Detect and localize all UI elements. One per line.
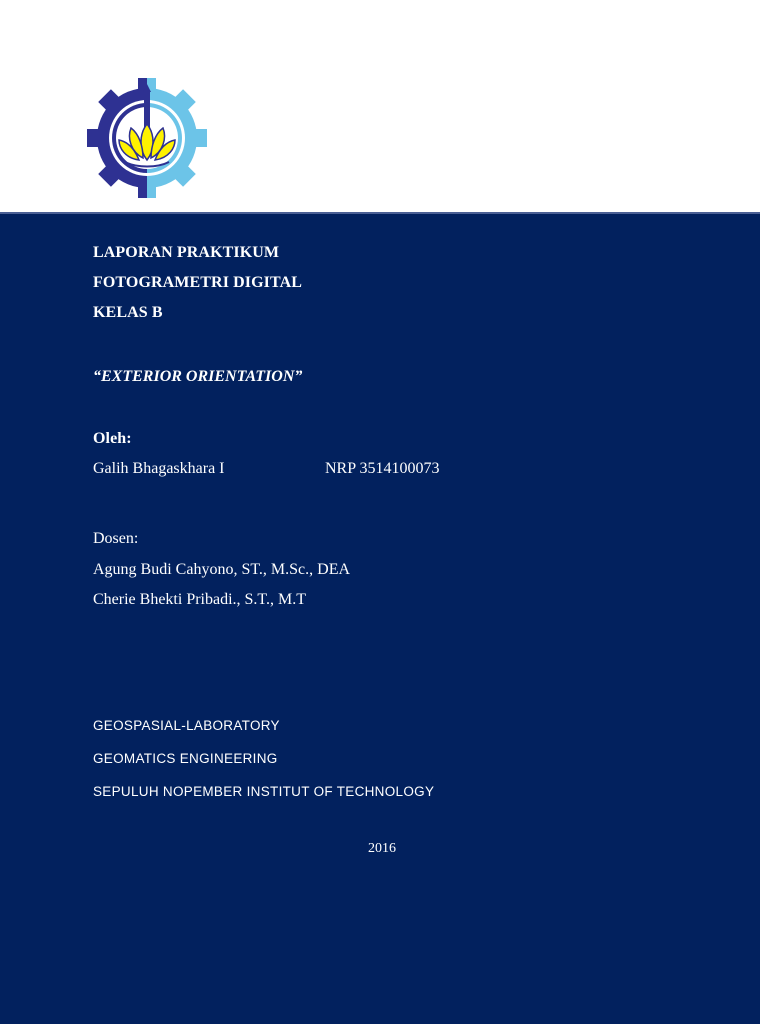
author-nrp: NRP 3514100073: [325, 460, 440, 477]
lecturer-2: Cherie Bhekti Pribadi., S.T., M.T: [93, 591, 307, 608]
author-name: Galih Bhagaskhara I: [93, 460, 225, 477]
title-line-1: LAPORAN PRAKTIKUM: [93, 244, 280, 261]
lecturer-1: Agung Budi Cahyono, ST., M.Sc., DEA: [93, 561, 351, 578]
title-line-2: FOTOGRAMETRI DIGITAL: [93, 274, 302, 291]
its-gear-lotus-logo-icon: [84, 78, 210, 198]
institution-line-2: GEOMATICS ENGINEERING: [93, 751, 278, 766]
institution-line-1: GEOSPASIAL-LABORATORY: [93, 718, 280, 733]
title-line-3: KELAS B: [93, 304, 163, 321]
report-year: 2016: [368, 841, 396, 856]
lecturer-label: Dosen:: [93, 530, 139, 547]
report-subtitle: “EXTERIOR ORIENTATION”: [93, 368, 303, 385]
author-label: Oleh:: [93, 430, 132, 447]
institution-line-3: SEPULUH NOPEMBER INSTITUT OF TECHNOLOGY: [93, 784, 435, 799]
cover-panel: [0, 212, 760, 1024]
